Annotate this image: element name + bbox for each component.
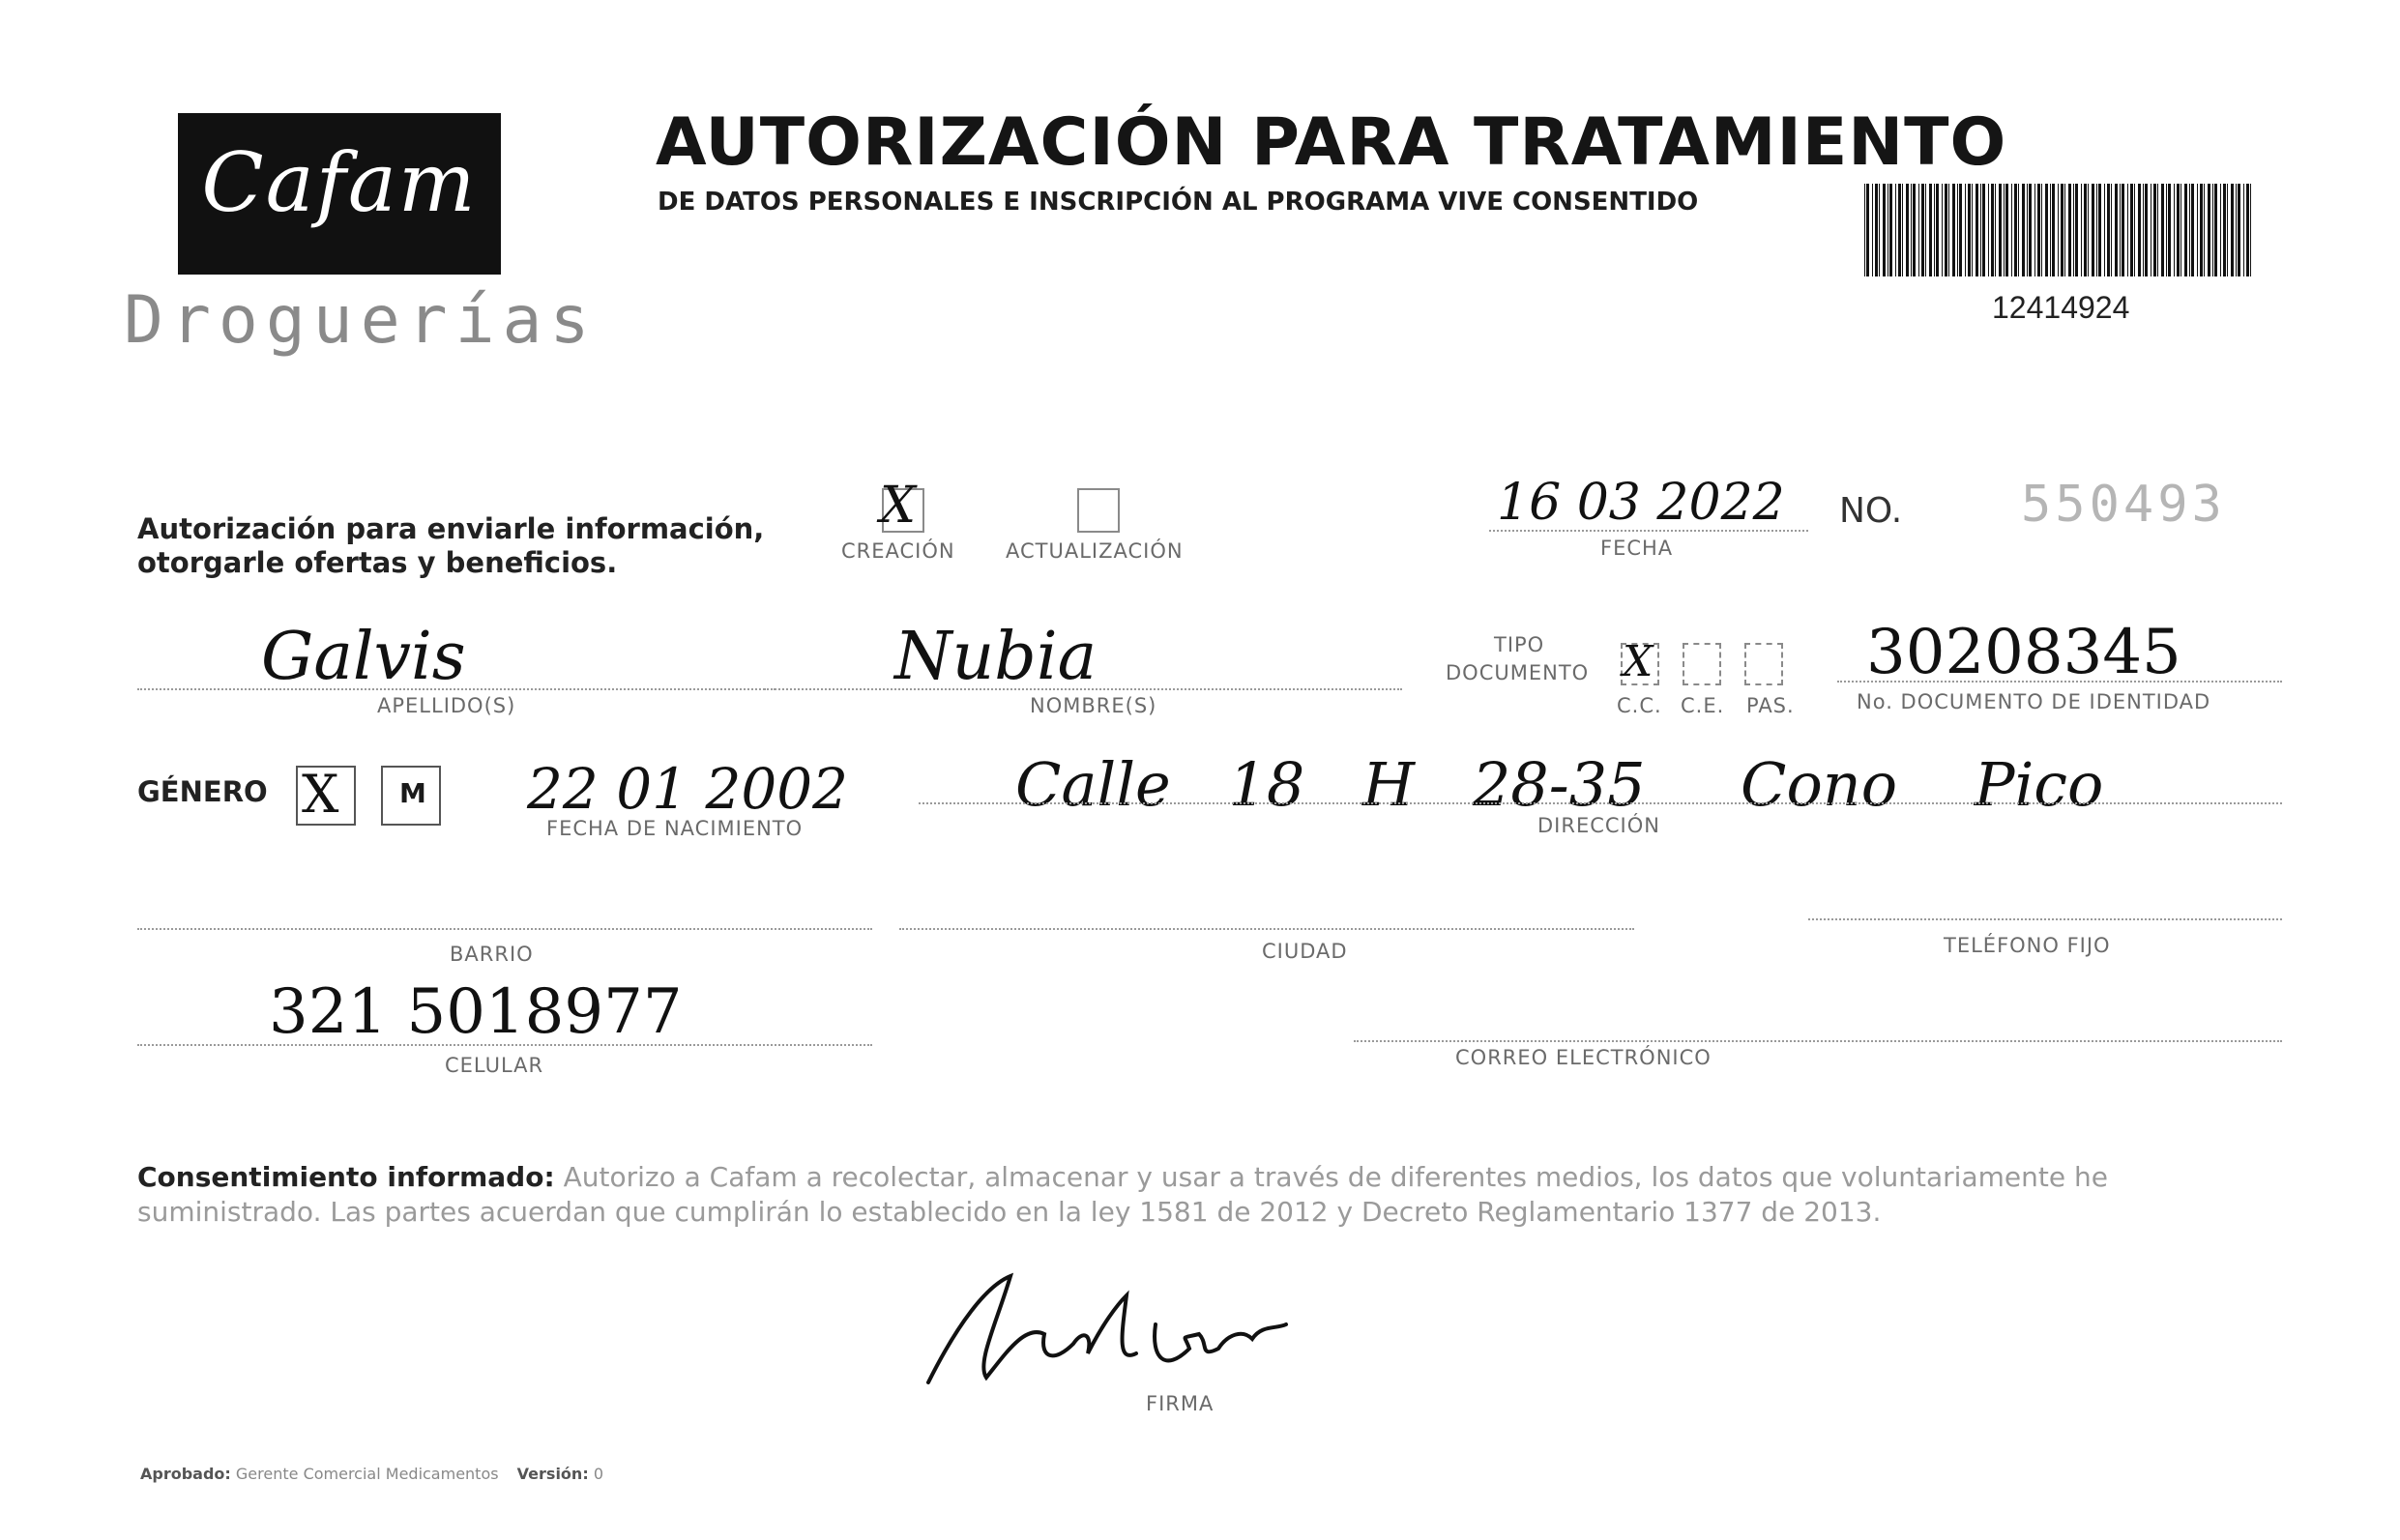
genero-f-box[interactable] xyxy=(296,766,356,826)
barcode-bar xyxy=(1959,184,1962,276)
barcode-bar xyxy=(1875,184,1878,276)
version-label: Versión: xyxy=(516,1465,589,1483)
barcode-bar xyxy=(1866,184,1869,276)
barcode-bar xyxy=(2073,184,2074,276)
barcode-bar xyxy=(2045,184,2048,276)
aprobado-value: Gerente Comercial Medicamentos xyxy=(235,1465,499,1483)
barcode-bar xyxy=(2220,184,2221,276)
barcode-bar xyxy=(2250,184,2251,276)
genero-m-label: M xyxy=(399,777,426,809)
barcode-bar xyxy=(2166,184,2167,276)
barcode-bar xyxy=(2052,184,2055,276)
barcode-bar xyxy=(2022,184,2025,276)
barcode-bar xyxy=(2068,184,2071,276)
correo-line xyxy=(1354,1040,2282,1042)
barcode-bar xyxy=(2180,184,2181,276)
barcode-bar xyxy=(2027,184,2028,276)
barcode-bar xyxy=(1879,184,1880,276)
barcode-bar xyxy=(1968,184,1971,276)
fecha-label: FECHA xyxy=(1600,537,1674,560)
direccion-value: Calle 18 H 28-35 xyxy=(1015,749,1646,820)
barcode-bar xyxy=(2005,184,2008,276)
nombre-line xyxy=(764,688,1402,690)
creacion-checkbox[interactable] xyxy=(880,477,924,535)
genero-label: GÉNERO xyxy=(137,775,268,808)
barcode-bar xyxy=(2236,184,2237,276)
tipo-doc-cc-checkbox[interactable] xyxy=(1621,637,1659,686)
barcode-bar xyxy=(2050,184,2051,276)
barcode-bar xyxy=(2011,184,2012,276)
barcode-bar xyxy=(1952,184,1955,276)
fecha-value: 16 03 2022 xyxy=(1497,474,1785,532)
barcode-bar xyxy=(2227,184,2228,276)
barrio-label: BARRIO xyxy=(450,943,534,966)
barcode-bar xyxy=(2214,184,2217,276)
barcode-number: 12414924 xyxy=(1992,290,2130,325)
apellido-value: Galvis xyxy=(261,619,466,695)
nacimiento-label: FECHA DE NACIMIENTO xyxy=(546,817,804,840)
tipo-doc-ce: C.E. xyxy=(1681,694,1725,717)
barcode-bar xyxy=(1999,184,2002,276)
barcode-bar xyxy=(2200,184,2203,276)
barcode-bar xyxy=(2041,184,2042,276)
actualizacion-checkbox[interactable] xyxy=(1077,488,1120,533)
ciudad-label: CIUDAD xyxy=(1262,940,1348,963)
barcode-bar xyxy=(1902,184,1903,276)
barcode-bar xyxy=(2104,184,2105,276)
barcode-bar xyxy=(2111,184,2112,276)
creacion-mark: X xyxy=(880,477,917,535)
barcode-bar xyxy=(2088,184,2089,276)
apellido-label: APELLIDO(S) xyxy=(377,694,516,717)
genero-f-mark: X xyxy=(302,764,339,825)
barcode-bar xyxy=(1965,184,1966,276)
signature xyxy=(919,1266,1325,1392)
documento-line xyxy=(1837,681,2282,683)
consent-heading: Consentimiento informado: xyxy=(137,1161,555,1193)
barcode-bar xyxy=(1934,184,1935,276)
barcode-bar xyxy=(1921,184,1924,276)
barcode-bar xyxy=(2184,184,2187,276)
barcode-bar xyxy=(2115,184,2118,276)
celular-line xyxy=(137,1044,872,1046)
form-subtitle: DE DATOS PERSONALES E INSCRIPCIÓN AL PROGRAMA VIVE CONSENTIDO xyxy=(658,188,1699,217)
logo-subtitle: Droguerías xyxy=(124,282,598,359)
barcode-bar xyxy=(2161,184,2164,276)
barcode-bar xyxy=(1942,184,1943,276)
celular-value: 321 5018977 xyxy=(269,976,683,1048)
barcode-bar xyxy=(2145,184,2148,276)
barcode-bar xyxy=(2084,184,2087,276)
barcode-bar xyxy=(2143,184,2144,276)
barcode-bar xyxy=(2127,184,2128,276)
correo-label: CORREO ELECTRÓNICO xyxy=(1455,1046,1712,1069)
barcode-bar xyxy=(1991,184,1994,276)
barcode-bar xyxy=(2238,184,2240,276)
consent-paragraph xyxy=(137,1160,2265,1230)
barcode-bar xyxy=(2037,184,2040,276)
telefono-line xyxy=(1808,918,2282,920)
barcode-bar xyxy=(2134,184,2135,276)
barcode-bar xyxy=(1936,184,1939,276)
tipo-doc-label-2: DOCUMENTO xyxy=(1446,661,1590,684)
barcode-bar xyxy=(1864,184,1865,276)
consent-body: Autorizo a Cafam a recolectar, almacenar y usar a través de diferentes medios, los datos que voluntariamente he suministrado. Las partes acuerdan que cumplirán lo establecido en la ley 1581 de 2012 y Decreto Reglamentario 1377 de 2013. xyxy=(137,1161,2108,1228)
barcode-bar xyxy=(1976,184,1978,276)
firma-label: FIRMA xyxy=(1146,1392,1215,1415)
barcode-bar xyxy=(2157,184,2158,276)
barcode-bar xyxy=(2138,184,2141,276)
barcode-bar xyxy=(2064,184,2065,276)
barcode-bar xyxy=(1980,184,1981,276)
barcode-bar xyxy=(2018,184,2019,276)
apellido-line xyxy=(137,688,776,690)
barcode-bar xyxy=(2107,184,2110,276)
barcode-bar xyxy=(2130,184,2133,276)
barcode-bar xyxy=(2034,184,2035,276)
documento-label: No. DOCUMENTO DE IDENTIDAD xyxy=(1857,690,2211,713)
barcode-bar xyxy=(2208,184,2210,276)
barcode-bar xyxy=(2014,184,2017,276)
barcode-bar xyxy=(2096,184,2097,276)
barcode-bar xyxy=(2061,184,2063,276)
barcode-bar xyxy=(2177,184,2180,276)
tipo-doc-label-1: TIPO xyxy=(1494,633,1545,656)
barcode-bar xyxy=(1945,184,1947,276)
nombre-value: Nubia xyxy=(894,619,1098,695)
barcode-bar xyxy=(2189,184,2190,276)
genero-m-box[interactable] xyxy=(381,766,441,826)
barcode-bar xyxy=(1918,184,1919,276)
barcode-bar xyxy=(1957,184,1958,276)
numero-label: NO. xyxy=(1839,491,1903,531)
ciudad-line xyxy=(899,928,1634,930)
barcode-bar xyxy=(2092,184,2094,276)
direccion-line xyxy=(919,802,2282,804)
barcode-bar xyxy=(2197,184,2198,276)
barcode-bar xyxy=(1925,184,1926,276)
nacimiento-value: 22 01 2002 xyxy=(527,756,849,822)
barcode-bar xyxy=(2191,184,2194,276)
direccion-value-2: Cono Pico xyxy=(1741,749,2104,820)
barcode-bar xyxy=(2004,184,2005,276)
barcode-bar xyxy=(1883,184,1886,276)
form-title: AUTORIZACIÓN PARA TRATAMIENTO xyxy=(656,104,2007,181)
barcode-bar xyxy=(1995,184,1996,276)
celular-label: CELULAR xyxy=(445,1054,544,1077)
tipo-doc-mark: X xyxy=(1623,637,1654,686)
barcode xyxy=(1864,184,2253,276)
tipo-doc-pas: PAS. xyxy=(1746,694,1795,717)
barcode-bar xyxy=(2168,184,2171,276)
intro-line-2: otorgarle ofertas y beneficios. xyxy=(137,546,618,579)
barcode-bar xyxy=(2231,184,2234,276)
creacion-label: CREACIÓN xyxy=(841,539,955,563)
barcode-bar xyxy=(1913,184,1916,276)
barcode-bar xyxy=(2223,184,2226,276)
barcode-bar xyxy=(1906,184,1909,276)
nombre-label: NOMBRE(S) xyxy=(1030,694,1157,717)
barcode-bar xyxy=(2246,184,2249,276)
barcode-bar xyxy=(1872,184,1873,276)
barcode-bar xyxy=(2081,184,2082,276)
tipo-doc-ce-checkbox[interactable] xyxy=(1683,643,1721,685)
documento-value: 30208345 xyxy=(1866,617,2181,688)
direccion-label: DIRECCIÓN xyxy=(1537,814,1660,837)
logo-brand: Cafam xyxy=(201,135,478,230)
barcode-bar xyxy=(2174,184,2175,276)
barcode-bar xyxy=(1972,184,1973,276)
barcode-bar xyxy=(2098,184,2101,276)
barcode-bar xyxy=(2122,184,2124,276)
tipo-doc-pas-checkbox[interactable] xyxy=(1744,643,1783,685)
barcode-bar xyxy=(2120,184,2121,276)
barcode-bar xyxy=(2204,184,2205,276)
barcode-bar xyxy=(1895,184,1896,276)
intro-line-1: Autorización para enviarle información, xyxy=(137,512,765,545)
barcode-bar xyxy=(1988,184,1989,276)
numero-value: 550493 xyxy=(2021,476,2226,534)
barcode-bar xyxy=(1929,184,1932,276)
tipo-doc-cc: C.C. xyxy=(1617,694,1662,717)
barcode-bar xyxy=(1948,184,1949,276)
barcode-bar xyxy=(1889,184,1892,276)
barcode-bar xyxy=(2153,184,2156,276)
barcode-bar xyxy=(2243,184,2244,276)
barcode-bar xyxy=(2058,184,2059,276)
barcode-bar xyxy=(2075,184,2078,276)
version-value: 0 xyxy=(593,1465,603,1483)
barrio-line xyxy=(137,928,872,930)
footer-approval xyxy=(140,1465,603,1483)
fecha-line xyxy=(1489,530,1808,532)
aprobado-label: Aprobado: xyxy=(140,1465,231,1483)
barcode-bar xyxy=(2029,184,2032,276)
telefono-label: TELÉFONO FIJO xyxy=(1944,934,2111,957)
barcode-bar xyxy=(1982,184,1985,276)
barcode-bar xyxy=(1898,184,1901,276)
barcode-bar xyxy=(1911,184,1912,276)
actualizacion-label: ACTUALIZACIÓN xyxy=(1006,539,1184,563)
barcode-bar xyxy=(2212,184,2213,276)
